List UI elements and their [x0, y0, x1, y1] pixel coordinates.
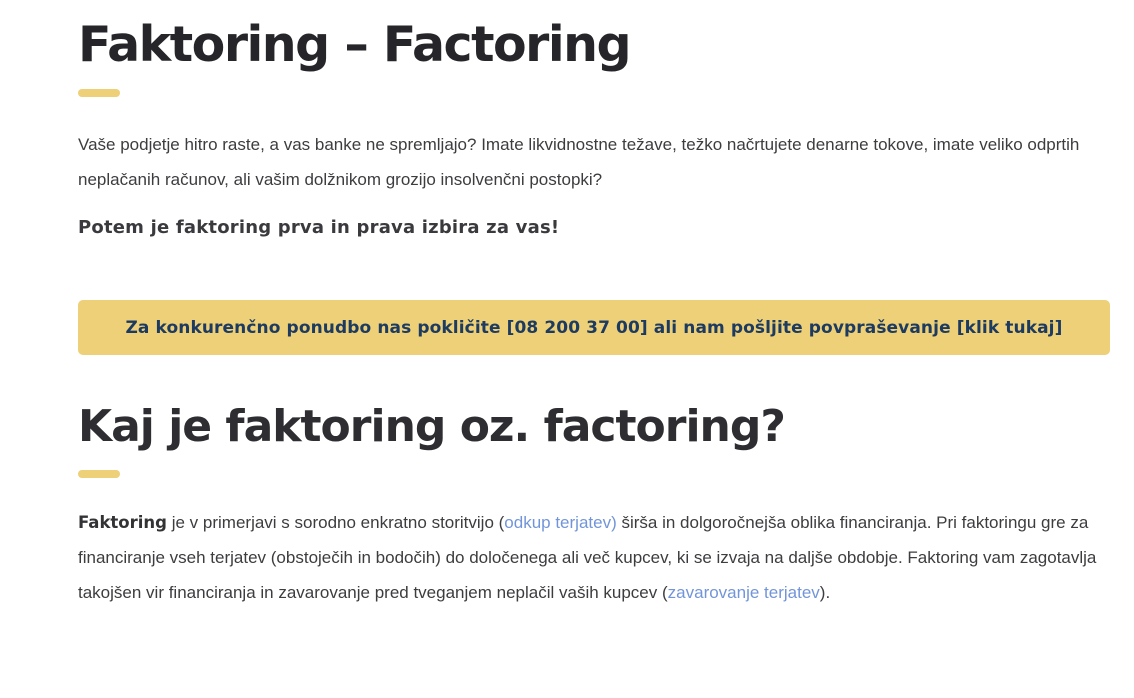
- section-paragraph-part2: širša in dolgoročnejša oblika financiranja. Pri faktoringu gre za financiranje vseh terjatev (obstoječih in bodočih) do določenega ali več kupcev, ki se izvaja na daljše obdobje. Faktoring vam zagotavlja takojšen vir financiranja in zavarovanje pred tveganjem neplačil vaših kupcev (: [78, 513, 1097, 602]
- intro-paragraph: Vaše podjetje hitro raste, a vas banke ne spremljajo? Imate likvidnostne težave, težko načrtujete denarne tokove, imate veliko odprtih neplačanih računov, ali vašim dolžnikom grozijo insolvenčni postopki?: [78, 135, 1080, 189]
- cta-banner-label: Za konkurenčno ponudbo nas pokličite [08 200 37 00] ali nam pošljite povpraševanje [klik tukaj]: [125, 317, 1063, 338]
- section-paragraph: [78, 505, 1110, 610]
- accent-divider-2: [78, 470, 120, 478]
- page-title: Faktoring – Factoring: [78, 16, 631, 73]
- section-paragraph-part3: ).: [819, 583, 831, 602]
- article-content: [0, 16, 1134, 610]
- cta-banner[interactable]: [78, 300, 1110, 355]
- section-paragraph-bold-lead: Faktoring: [78, 513, 167, 532]
- accent-divider: [78, 89, 120, 97]
- section-paragraph-part1: je v primerjavi s sorodno enkratno storitvijo (: [167, 513, 505, 532]
- intro-highlight: Potem je faktoring prva in prava izbira za vas!: [78, 217, 560, 238]
- link-odkup-terjatev[interactable]: odkup terjatev): [504, 513, 617, 532]
- section-title: Kaj je faktoring oz. factoring?: [78, 401, 785, 452]
- link-zavarovanje-terjatev[interactable]: zavarovanje terjatev: [667, 583, 820, 602]
